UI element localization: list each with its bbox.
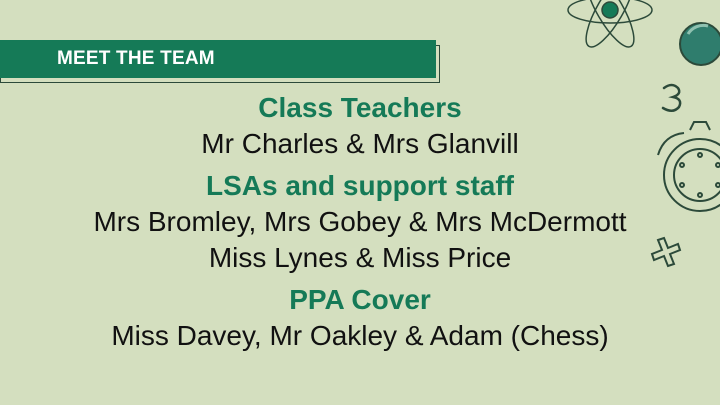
section-heading-lsas: LSAs and support staff xyxy=(205,170,514,201)
number-three-icon xyxy=(663,85,680,111)
alarm-clock-icon xyxy=(658,122,720,211)
atom-icon xyxy=(568,0,652,53)
lsas-names-line-1: Mrs Bromley, Mrs Gobey & Mrs McDermott xyxy=(93,206,627,237)
title-banner xyxy=(0,40,436,78)
math-doodles xyxy=(540,0,720,290)
section-heading-class-teachers: Class Teachers xyxy=(258,92,462,123)
banner-title: MEET THE TEAM xyxy=(57,48,215,69)
class-teachers-names: Mr Charles & Mrs Glanvill xyxy=(201,128,519,159)
plus-sign-icon xyxy=(652,238,680,266)
ppa-cover-names: Miss Davey, Mr Oakley & Adam (Chess) xyxy=(111,320,609,351)
section-heading-ppa-cover: PPA Cover xyxy=(289,284,431,315)
lsas-names-line-2: Miss Lynes & Miss Price xyxy=(208,242,512,273)
teal-circle-icon xyxy=(680,23,720,65)
